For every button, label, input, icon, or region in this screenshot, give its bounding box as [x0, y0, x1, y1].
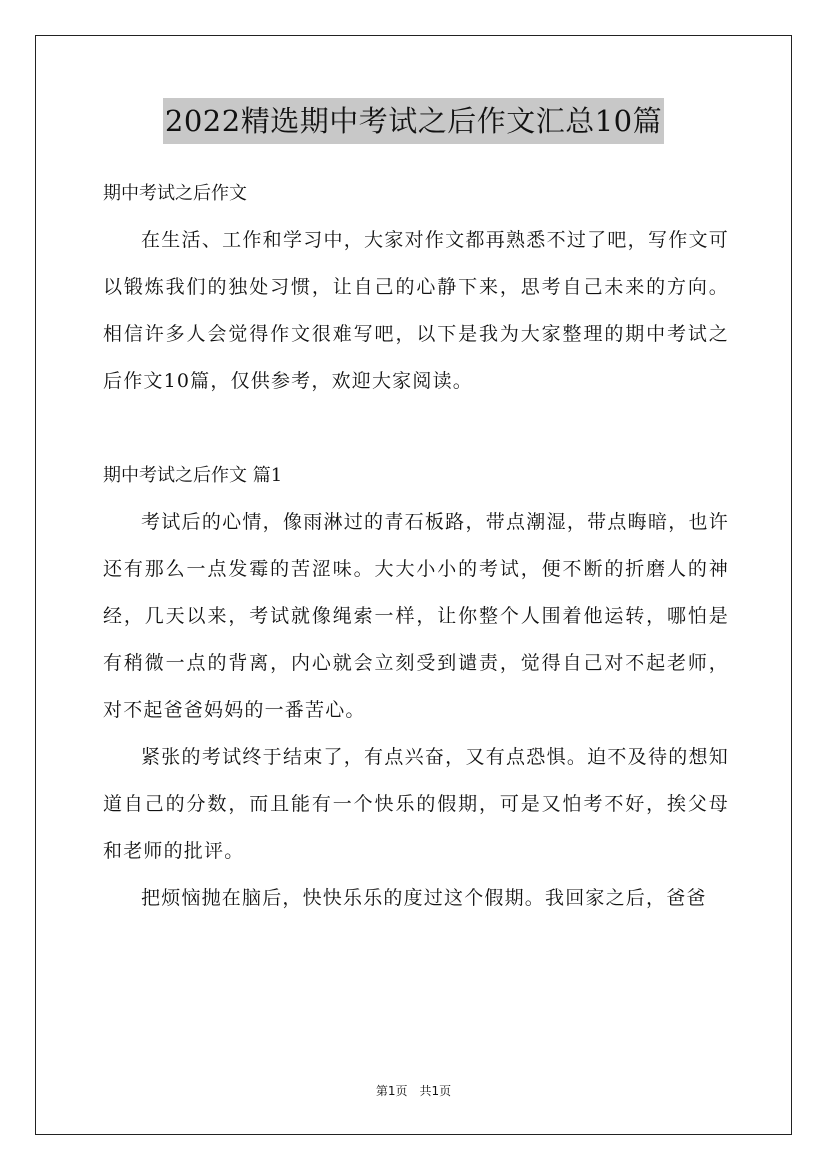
document-body	[103, 170, 729, 922]
page-number-total: 共1页	[419, 1084, 452, 1098]
section-heading: 期中考试之后作文	[103, 183, 247, 204]
essay-paragraph: 把烦恼抛在脑后，快快乐乐的度过这个假期。我回家之后，爸爸	[141, 887, 707, 909]
page-footer	[0, 1082, 827, 1099]
document-title: 2022精选期中考试之后作文汇总10篇	[163, 98, 664, 144]
essay-paragraph: 考试后的心情，像雨淋过的青石板路，带点潮湿，带点晦暗，也许还有那么一点发霉的苦涩味。大大小小的考试，便不断的折磨人的神经，几天以来，考试就像绳索一样，让你整个人围着他运转，哪怕是有稍微一点的背离，内心就会立刻受到谴责，觉得自己对不起老师，对不起爸爸妈妈的一番苦心。	[103, 511, 729, 721]
essay-paragraph: 紧张的考试终于结束了，有点兴奋，又有点恐惧。迫不及待的想知道自己的分数，而且能有一个快乐的假期，可是又怕考不好，挨父母和老师的批评。	[103, 746, 729, 862]
essay-heading: 期中考试之后作文 篇1	[103, 465, 283, 486]
paragraph-spacer	[103, 405, 729, 452]
title-container	[0, 98, 827, 144]
page-number-current: 第1页	[375, 1084, 408, 1098]
intro-paragraph: 在生活、工作和学习中，大家对作文都再熟悉不过了吧，写作文可以锻炼我们的独处习惯，让自己的心静下来，思考自己未来的方向。相信许多人会觉得作文很难写吧，以下是我为大家整理的期中考试之后作文10篇，仅供参考，欢迎大家阅读。	[103, 229, 729, 392]
